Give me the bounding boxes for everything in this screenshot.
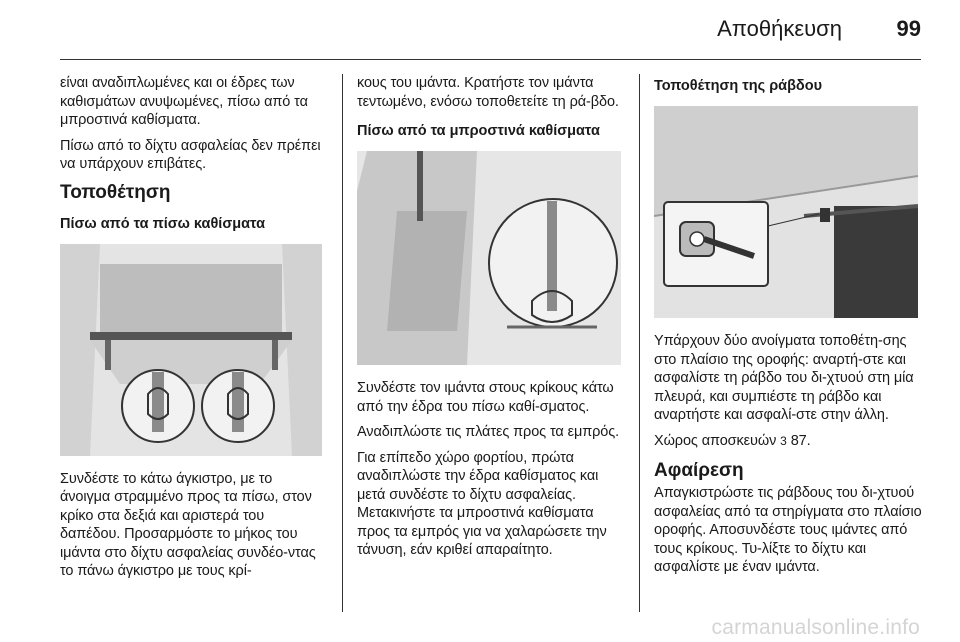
subheading-behind-front-seats: Πίσω από τα μπροστινά καθίσματα xyxy=(357,123,600,139)
col2-paragraph-1: κους του ιμάντα. Κρατήστε τον ιμάντα τεντωμένο, ενόσω τοποθετείτε τη ρά-βδο. xyxy=(357,75,619,110)
page-header xyxy=(0,0,960,60)
col3-paragraph-2: Απαγκιστρώστε τις ράβδους του δι-χτυού ασφαλείας από τα στηρίγματα στο πλαίσιο οροφής. Αποσυνδέστε τους ιμάντες από τους κρίκους. Τυ-λίξτε το δίχτυ και ασφαλίστε με έναν ιμάντα. xyxy=(654,485,922,575)
column-divider-2 xyxy=(639,74,640,612)
col1-paragraph-1: είναι αναδιπλωμένες και οι έδρες των καθισμάτων ανυψωμένες, πίσω από τα μπροστινά καθίσματα. xyxy=(60,75,308,128)
col1-paragraph-3: Συνδέστε το κάτω άγκιστρο, με το άνοιγμα στραμμένο προς τα πίσω, στον κρίκο στα δεξιά και αριστερά του δαπέδου. Προσαρμόστε το μήκος του ιμάντα στο δίχτυ ασφαλείας συνδέο-ντας το πάνω άγκιστρο με τους κρί- xyxy=(60,470,316,579)
section-heading-removal: Αφαίρεση xyxy=(654,460,744,481)
col2-paragraph-3: Αναδιπλώστε τις πλάτες προς τα εμπρός. xyxy=(357,424,620,440)
watermark: carmanualsonline.info xyxy=(711,616,920,639)
crossref-text: Χώρος αποσκευών xyxy=(654,432,777,449)
header-rule xyxy=(60,59,921,60)
illustration-rear-seat-net xyxy=(60,244,322,456)
crossref-page: 87. xyxy=(790,432,811,449)
column-2 xyxy=(357,74,623,567)
illustration-roof-rod xyxy=(654,106,918,318)
column-divider-1 xyxy=(342,74,343,612)
page-number: 99 xyxy=(896,16,921,41)
col1-paragraph-2: Πίσω από το δίχτυ ασφαλείας δεν πρέπει να υπάρχουν επιβάτες. xyxy=(60,137,321,172)
col2-paragraph-4: Για επίπεδο χώρο φορτίου, πρώτα αναδιπλώστε την έδρα καθίσματος και μετά συνδέστε το δίχτυ ασφαλείας. Μετακινήστε τα μπροστινά καθίσματα προς τα εμπρός για να χαλαρώσετε την τάνυση, εάν κριθεί απαραίτητο. xyxy=(357,449,607,558)
column-1 xyxy=(60,74,326,588)
subheading-behind-rear-seats: Πίσω από τα πίσω καθίσματα xyxy=(60,215,266,232)
crossref-cargo-space[interactable] xyxy=(654,432,922,451)
illustration-front-seat-net xyxy=(357,151,621,365)
section-heading-installation: Τοποθέτηση xyxy=(60,181,171,203)
col3-paragraph-1: Υπάρχουν δύο ανοίγματα τοποθέτη-σης στο πλαίσιο της οροφής: αναρτή-στε και ασφαλίστε τη ράβδο του δι-χτυού στη μία πλευρά, και συμπιέστε τη ράβδο και αναρτήστε και ασφαλί-στε στην άλλη. xyxy=(654,333,914,423)
column-3 xyxy=(654,74,922,584)
crossref-arrow-icon: 3 xyxy=(780,433,787,448)
subheading-rod-installation: Τοποθέτηση της ράβδου xyxy=(654,78,823,94)
col2-paragraph-2: Συνδέστε τον ιμάντα στους κρίκους κάτω από την έδρα του πίσω καθί-σματος. xyxy=(357,380,614,415)
page-title: Αποθήκευση xyxy=(717,16,842,41)
